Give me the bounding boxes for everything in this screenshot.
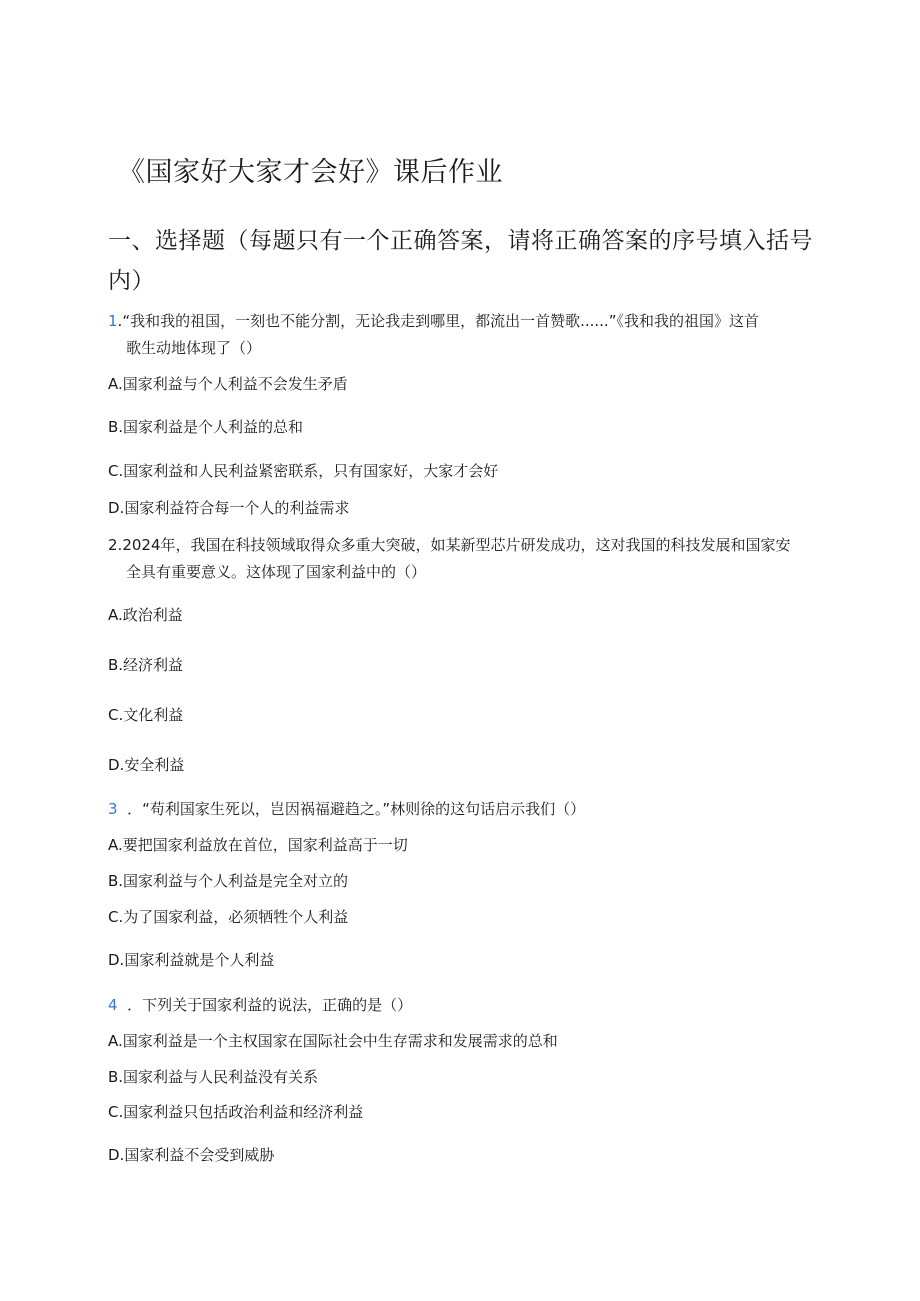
question-4-option-a: A.国家利益是一个主权国家在国际社会中生存需求和发展需求的总和 xyxy=(108,1032,558,1050)
question-text: .2024年，我国在科技领域取得众多重大突破，如某新型芯片研发成功，这对我国的科技发展和国家安 xyxy=(117,536,791,554)
question-4-option-d: D.国家利益不会受到威胁 xyxy=(108,1146,275,1164)
question-3-option-d: D.国家利益就是个人利益 xyxy=(108,951,275,969)
question-number: 3 xyxy=(108,800,118,818)
question-3-option-b: B.国家利益与个人利益是完全对立的 xyxy=(108,872,349,890)
question-1-option-a: A.国家利益与个人利益不会发生矛盾 xyxy=(108,375,348,393)
question-text: ．下列关于国家利益的说法，正确的是（） xyxy=(127,996,413,1014)
question-number: 2 xyxy=(108,536,118,554)
question-2-option-b: B.经济利益 xyxy=(108,656,184,674)
question-2-line1 xyxy=(108,534,791,555)
question-text: .“我和我的祖国，一刻也不能分割，无论我走到哪里，都流出一首赞歌......”《我和我的祖国》这首 xyxy=(117,312,759,330)
question-3-option-c: C.为了国家利益，必须牺牲个人利益 xyxy=(108,908,349,926)
section-heading-line2: 内） xyxy=(108,268,155,294)
question-4-line1 xyxy=(108,994,412,1015)
question-3-option-a: A.要把国家利益放在首位，国家利益高于一切 xyxy=(108,836,408,854)
question-1-line2: 歌生动地体现了（） xyxy=(126,339,262,357)
question-1-line1 xyxy=(108,310,759,331)
question-4-option-c: C.国家利益只包括政治利益和经济利益 xyxy=(108,1103,364,1121)
document-title: 《国家好大家才会好》课后作业 xyxy=(118,157,503,188)
question-1-option-c: C.国家利益和人民利益紧密联系，只有国家好，大家才会好 xyxy=(108,462,499,480)
question-4-option-b: B.国家利益与人民利益没有关系 xyxy=(108,1068,319,1086)
question-number: 1 xyxy=(108,312,118,330)
question-2-option-c: C.文化利益 xyxy=(108,706,184,724)
section-heading-line1: 一、选择题（每题只有一个正确答案，请将正确答案的序号填入括号 xyxy=(108,228,813,254)
question-2-line2: 全具有重要意义。这体现了国家利益中的（） xyxy=(126,563,427,581)
question-text: ．“苟利国家生死以，岂因祸福避趋之。”林则徐的这句话启示我们（） xyxy=(127,800,586,818)
question-1-option-b: B.国家利益是个人利益的总和 xyxy=(108,418,304,436)
question-number: 4 xyxy=(108,996,118,1014)
question-1-option-d: D.国家利益符合每一个人的利益需求 xyxy=(108,499,350,517)
question-2-option-a: A.政治利益 xyxy=(108,606,183,624)
question-3-line1 xyxy=(108,798,585,819)
question-2-option-d: D.安全利益 xyxy=(108,756,185,774)
